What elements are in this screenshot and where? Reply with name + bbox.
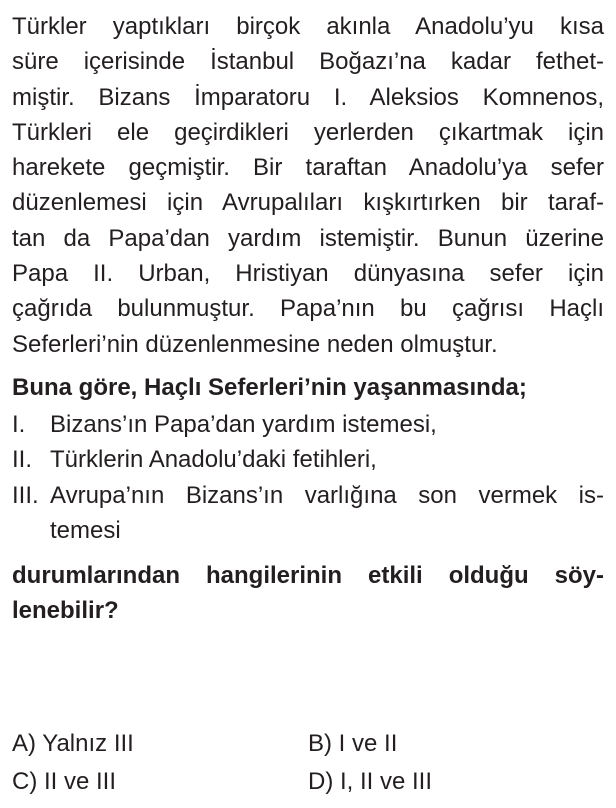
statement-line: Bizans’ın Papa’dan yardım istemesi, <box>50 410 437 438</box>
question-ask-line: lenebilir? <box>12 597 119 625</box>
statement-line: Avrupa’nın Bizans’ın varlığına son vermek is- <box>50 481 604 509</box>
statement-number: I. <box>12 410 26 438</box>
passage-line: çağrıda bulunmuştur. Papa’nın bu çağrısı Haçlı <box>12 295 604 323</box>
statement-item <box>12 407 604 442</box>
statement-item <box>12 478 604 549</box>
statement-line: Türklerin Anadolu’daki fetihleri, <box>50 446 377 474</box>
statement-list <box>12 407 604 548</box>
passage-line: miştir. Bizans İmparatoru I. Aleksios Komnenos, <box>12 83 604 111</box>
statement-text <box>50 442 604 477</box>
statement-number: III. <box>12 481 39 509</box>
passage-line: Papa II. Urban, Hristiyan dünyasına sefer için <box>12 260 604 288</box>
question-ask-line: durumlarından hangilerinin etkili olduğu söy- <box>12 562 604 590</box>
question-lead: Buna göre, Haçlı Seferleri’nin yaşanmasında; <box>12 373 527 401</box>
statement-line: temesi <box>50 516 121 544</box>
option-c[interactable]: C) II ve III <box>12 768 117 795</box>
option-d[interactable]: D) I, II ve III <box>308 768 433 795</box>
passage <box>12 9 604 362</box>
statement-item <box>12 442 604 477</box>
option-b[interactable]: B) I ve II <box>308 730 398 757</box>
passage-line: Türkler yaptıkları birçok akınla Anadolu’yu kısa <box>12 13 604 40</box>
statement-text <box>50 407 604 442</box>
option-a[interactable]: A) Yalnız III <box>12 730 134 757</box>
question-page <box>12 9 604 795</box>
passage-line: düzenlemesi için Avrupalıları kışkırtırken bir taraf- <box>12 189 604 217</box>
passage-line: Türkleri ele geçirdikleri yerlerden çıkartmak için <box>12 118 604 146</box>
statement-number: II. <box>12 446 33 474</box>
passage-line: süre içerisinde İstanbul Boğazı’na kadar fethet- <box>12 48 604 76</box>
answer-options <box>12 725 604 801</box>
statement-text <box>50 478 604 549</box>
question-ask <box>12 558 604 629</box>
passage-line: harekete geçmiştir. Bir taraftan Anadolu’ya sefer <box>12 154 604 182</box>
passage-line: tan da Papa’dan yardım istemiştir. Bunun üzerine <box>12 224 604 252</box>
passage-line: Seferleri’nin düzenlenmesine neden olmuştur. <box>12 330 498 358</box>
